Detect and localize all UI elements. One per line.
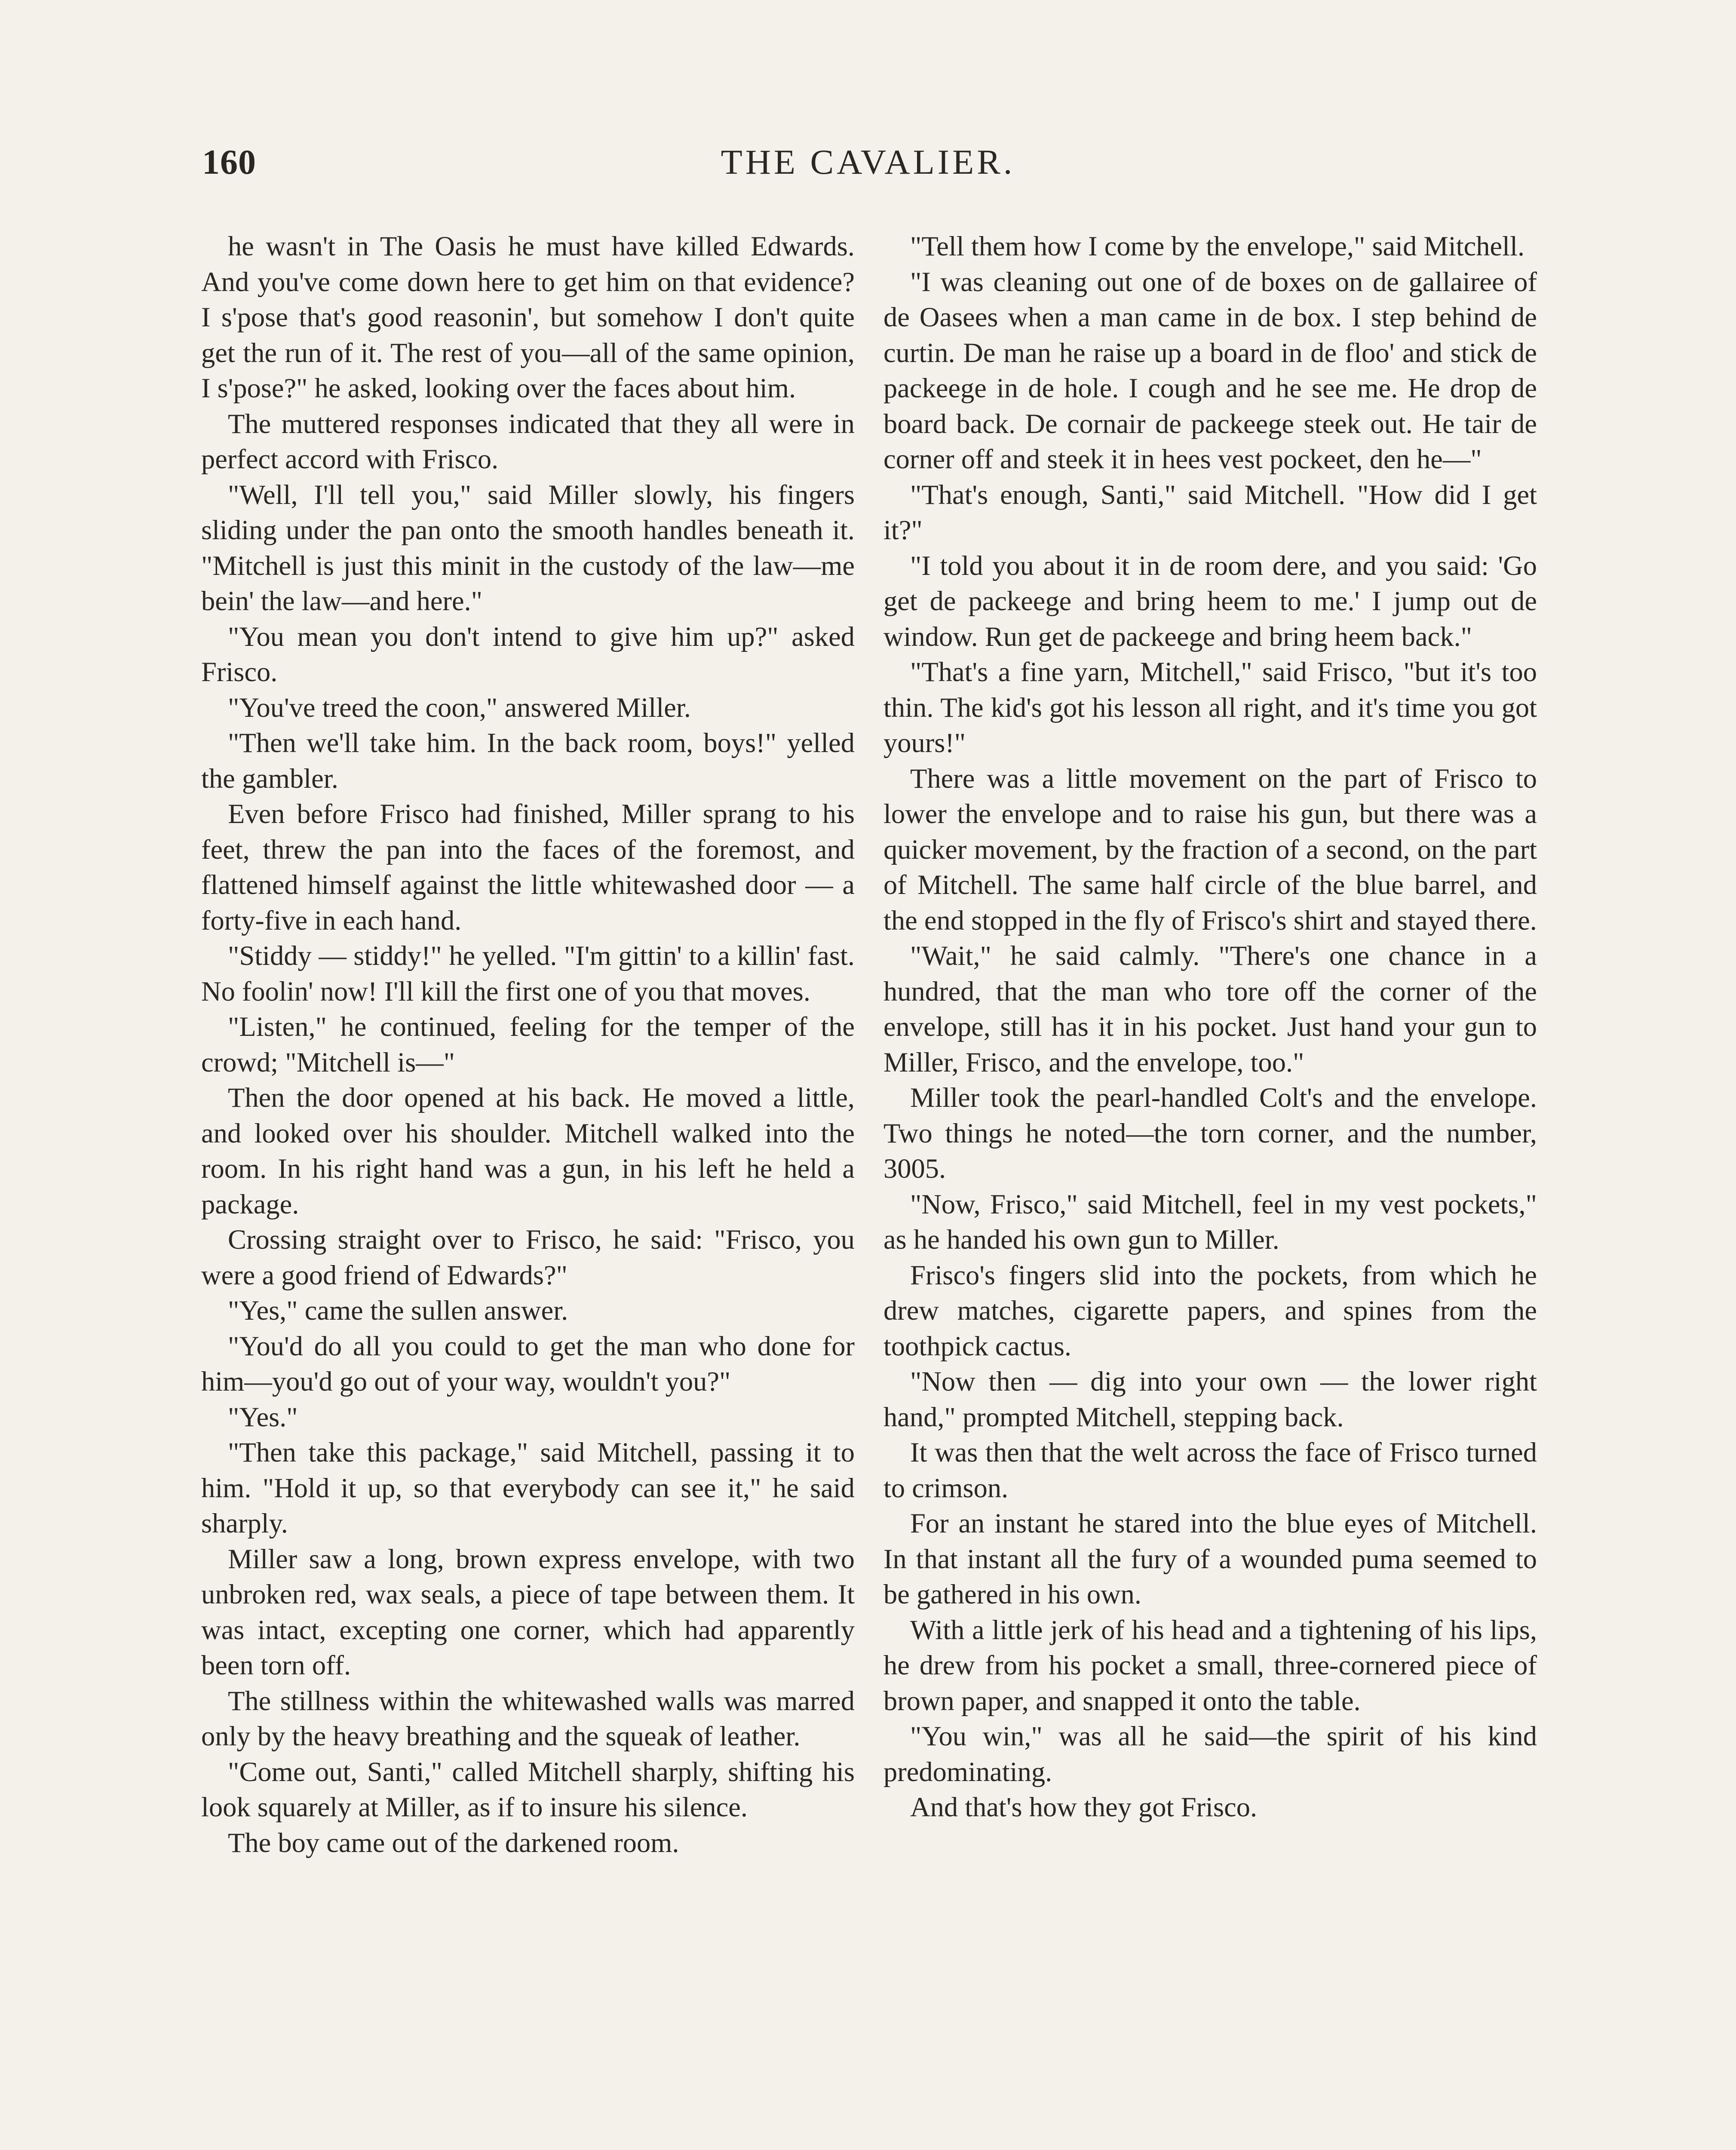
paragraph: "Now, Frisco," said Mitchell, feel in my vest pockets," as he handed his own gun to Miller. bbox=[883, 1189, 1537, 1255]
paragraph: "I was cleaning out one of de boxes on de gallairee of de Oasees when a man came in de box. I step behind de curtin. De man he raise up a board in de floo' and stick de packeege in de hole. I cough and he see me. He drop de board back. De cornair de packeege steek out. He tair de corner off and steek it in hees vest pockeet, den he—" bbox=[883, 266, 1537, 474]
paragraph: "Come out, Santi," called Mitchell sharply, shifting his look squarely at Miller, as if to insure his silence. bbox=[201, 1756, 855, 1822]
running-title: THE CAVALIER. bbox=[721, 142, 1015, 181]
paragraph: "That's a fine yarn, Mitchell," said Frisco, "but it's too thin. The kid's got his lesson all right, and it's time you got yours!" bbox=[883, 657, 1537, 758]
paragraph: The stillness within the whitewashed walls was marred only by the heavy breathing and the squeak of leather. bbox=[201, 1685, 855, 1751]
page-header bbox=[0, 142, 1736, 198]
paragraph: "You mean you don't intend to give him up?" asked Frisco. bbox=[201, 621, 855, 687]
paragraph: "Now then — dig into your own — the lower right hand," prompted Mitchell, stepping back. bbox=[883, 1366, 1537, 1432]
paragraph: "I told you about it in de room dere, and you said: 'Go get de packeege and bring heem to me.' I jump out de window. Run get de packeege and bring heem back." bbox=[883, 550, 1537, 652]
paragraph: Miller saw a long, brown express envelope, with two unbroken red, wax seals, a piece of tape between them. It was intact, excepting one corner, which had apparently been torn off. bbox=[201, 1543, 855, 1680]
paragraph: "Tell them how I come by the envelope," said Mitchell. bbox=[910, 231, 1525, 261]
paragraph: Crossing straight over to Frisco, he said: "Frisco, you were a good friend of Edwards?" bbox=[201, 1224, 855, 1290]
paragraph: "Yes." bbox=[228, 1401, 298, 1432]
paragraph: With a little jerk of his head and a tightening of his lips, he drew from his pocket a small, three-cornered piece of brown paper, and snapped it onto the table. bbox=[883, 1614, 1537, 1716]
paragraph: Then the door opened at his back. He moved a little, and looked over his shoulder. Mitchell walked into the room. In his right hand was a gun, in his left he held a package. bbox=[201, 1082, 855, 1219]
left-text-column bbox=[201, 229, 855, 1861]
paragraph: "You've treed the coon," answered Miller. bbox=[228, 692, 691, 723]
paragraph: "That's enough, Santi," said Mitchell. "How did I get it?" bbox=[883, 479, 1537, 545]
paragraph: "You'd do all you could to get the man who done for him—you'd go out of your way, wouldn't you?" bbox=[201, 1330, 855, 1397]
paragraph: "Yes," came the sullen answer. bbox=[228, 1295, 568, 1326]
paragraph: "Well, I'll tell you," said Miller slowly, his fingers sliding under the pan onto the smooth handles beneath it. "Mitchell is just this minit in the custody of the law—me bein' the law—and here." bbox=[201, 479, 855, 616]
paragraph: The muttered responses indicated that they all were in perfect accord with Frisco. bbox=[201, 408, 855, 474]
paragraph: And that's how they got Frisco. bbox=[910, 1792, 1258, 1822]
paragraph: "Wait," he said calmly. "There's one chance in a hundred, that the man who tore off the corner of the envelope, still has it in his pocket. Just hand your gun to Miller, Frisco, and the envelope, too." bbox=[883, 940, 1537, 1078]
paragraph: There was a little movement on the part of Frisco to lower the envelope and to raise his gun, but there was a quicker movement, by the fraction of a second, on the part of Mitchell. The same half circle of the blue barrel, and the end stopped in the fly of Frisco's shirt and stayed there. bbox=[883, 763, 1537, 936]
paragraph: "Stiddy — stiddy!" he yelled. "I'm gittin' to a killin' fast. No foolin' now! I'll kill the first one of you that moves. bbox=[201, 940, 855, 1007]
paragraph: "Then take this package," said Mitchell, passing it to him. "Hold it up, so that everybody can see it," he said sharply. bbox=[201, 1437, 855, 1539]
paragraph: It was then that the welt across the face of Frisco turned to crimson. bbox=[883, 1437, 1537, 1503]
paragraph: Frisco's fingers slid into the pockets, from which he drew matches, cigarette papers, and spines from the toothpick cactus. bbox=[883, 1259, 1537, 1361]
paragraph: Miller took the pearl-handled Colt's and the envelope. Two things he noted—the torn corner, and the number, 3005. bbox=[883, 1082, 1537, 1184]
page-number: 160 bbox=[202, 142, 256, 181]
right-text-column bbox=[883, 229, 1537, 1825]
paragraph: Even before Frisco had finished, Miller sprang to his feet, threw the pan into the faces of the foremost, and flattened himself against the little whitewashed door — a forty-five in each hand. bbox=[201, 799, 855, 936]
paragraph: "Then we'll take him. In the back room, boys!" yelled the gambler. bbox=[201, 728, 855, 794]
paragraph: "You win," was all he said—the spirit of his kind predominating. bbox=[883, 1721, 1537, 1787]
paragraph: he wasn't in The Oasis he must have killed Edwards. And you've come down here to get him on that evidence? I s'pose that's good reasonin', but somehow I don't quite get the run of it. The rest of you—all of the same opinion, I s'pose?" he asked, looking over the faces about him. bbox=[201, 231, 855, 403]
paragraph: "Listen," he continued, feeling for the temper of the crowd; "Mitchell is—" bbox=[201, 1011, 855, 1078]
paragraph: For an instant he stared into the blue eyes of Mitchell. In that instant all the fury of a wounded puma seemed to be gathered in his own. bbox=[883, 1508, 1537, 1609]
paragraph: The boy came out of the darkened room. bbox=[228, 1827, 679, 1858]
